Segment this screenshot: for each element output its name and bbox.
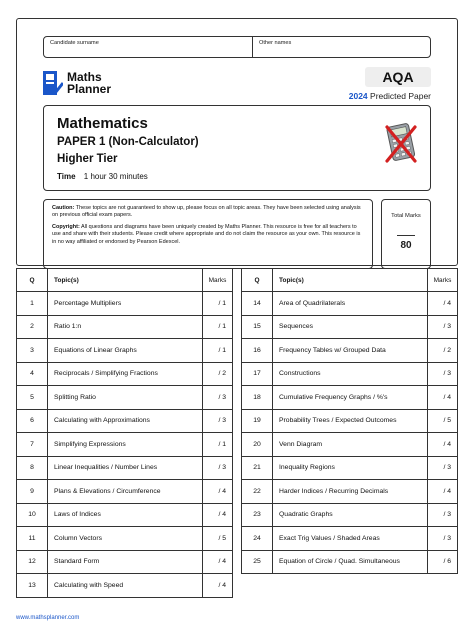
topic-name: Linear Inequalities / Number Lines xyxy=(48,456,203,480)
marks-value: / 4 xyxy=(428,433,458,457)
time-label: Time xyxy=(57,172,76,181)
question-number: 13 xyxy=(17,574,48,598)
question-number: 12 xyxy=(17,550,48,574)
topic-name: Calculating with Approximations xyxy=(48,409,203,433)
question-number: 23 xyxy=(242,503,273,527)
topic-name: Cumulative Frequency Graphs / %'s xyxy=(273,386,428,410)
table-row xyxy=(17,362,233,386)
marks-value: / 2 xyxy=(203,362,233,386)
topic-name: Quadratic Graphs xyxy=(273,503,428,527)
topics-table-right xyxy=(241,268,458,574)
predicted-label: Predicted Paper xyxy=(370,91,431,101)
marks-value: / 3 xyxy=(428,503,458,527)
subject-title: Mathematics xyxy=(57,115,148,132)
marks-value: / 3 xyxy=(428,315,458,339)
topic-name: Reciprocals / Simplifying Fractions xyxy=(48,362,203,386)
total-marks-box xyxy=(381,199,431,269)
table-row xyxy=(17,456,233,480)
question-number: 8 xyxy=(17,456,48,480)
topic-name: Column Vectors xyxy=(48,527,203,551)
table-row xyxy=(242,527,458,551)
marks-value: / 3 xyxy=(428,527,458,551)
marks-value: / 3 xyxy=(428,456,458,480)
marks-value: / 3 xyxy=(203,409,233,433)
topic-name: Venn Diagram xyxy=(273,433,428,457)
table-row xyxy=(17,409,233,433)
table-header-row xyxy=(242,269,458,292)
topic-name: Laws of Indices xyxy=(48,503,203,527)
topic-name: Sequences xyxy=(273,315,428,339)
topic-name: Calculating with Speed xyxy=(48,574,203,598)
topic-name: Percentage Multipliers xyxy=(48,292,203,316)
table-row xyxy=(17,386,233,410)
total-marks-value: 80 xyxy=(400,240,412,251)
marks-value: / 4 xyxy=(428,480,458,504)
other-names-field[interactable]: Other names xyxy=(259,40,292,46)
logo-line-2: Planner xyxy=(67,82,112,96)
table-row xyxy=(17,433,233,457)
question-number: 11 xyxy=(17,527,48,551)
question-number: 19 xyxy=(242,409,273,433)
question-number: 24 xyxy=(242,527,273,551)
topic-header: Topic(s) xyxy=(48,269,203,292)
table-row xyxy=(242,433,458,457)
maths-planner-logo xyxy=(43,71,111,95)
topic-name: Probability Trees / Expected Outcomes xyxy=(273,409,428,433)
notice-box xyxy=(43,199,373,269)
predicted-paper-label xyxy=(349,91,431,101)
cover-page xyxy=(16,18,458,266)
table-row xyxy=(242,550,458,574)
copyright-notice: Copyright: All questions and diagrams have been uniquely created by Maths Planner. This resource is free for all teachers to use and share with their students. Please credit where appropriate and do not claim the resource as your own. This resource is in no way affiliated or endorsed by Pearson Edexcel. xyxy=(52,223,361,245)
question-number: 22 xyxy=(242,480,273,504)
q-header: Q xyxy=(242,269,273,292)
question-number: 20 xyxy=(242,433,273,457)
table-row xyxy=(242,503,458,527)
marks-header: Marks xyxy=(203,269,233,292)
table-row xyxy=(242,315,458,339)
marks-value: / 1 xyxy=(203,292,233,316)
topic-header: Topic(s) xyxy=(273,269,428,292)
q-header: Q xyxy=(17,269,48,292)
footer-url[interactable]: www.mathsplanner.com xyxy=(16,615,80,621)
question-number: 4 xyxy=(17,362,48,386)
marks-value: / 4 xyxy=(428,292,458,316)
time-allowed xyxy=(57,172,148,181)
question-number: 1 xyxy=(17,292,48,316)
crossed-out-calculator-icon xyxy=(384,121,418,165)
table-row xyxy=(17,527,233,551)
marks-value: / 2 xyxy=(428,339,458,363)
topic-name: Exact Trig Values / Shaded Areas xyxy=(273,527,428,551)
question-number: 14 xyxy=(242,292,273,316)
marks-value: / 5 xyxy=(203,527,233,551)
marks-value: / 3 xyxy=(428,362,458,386)
table-row xyxy=(17,315,233,339)
topic-name: Simplifying Expressions xyxy=(48,433,203,457)
maths-planner-logo-icon xyxy=(43,71,63,95)
table-row xyxy=(242,480,458,504)
paper-info-box xyxy=(43,105,431,191)
table-row xyxy=(242,362,458,386)
marks-value: / 3 xyxy=(203,456,233,480)
table-row xyxy=(242,409,458,433)
marks-value: / 4 xyxy=(428,386,458,410)
marks-header: Marks xyxy=(428,269,458,292)
topic-name: Standard Form xyxy=(48,550,203,574)
topic-name: Area of Quadrilaterals xyxy=(273,292,428,316)
topic-name: Plans & Elevations / Circumference xyxy=(48,480,203,504)
marks-value: / 1 xyxy=(203,315,233,339)
candidate-surname-field[interactable]: Candidate surname xyxy=(44,37,253,57)
question-number: 3 xyxy=(17,339,48,363)
marks-value: / 4 xyxy=(203,574,233,598)
question-number: 18 xyxy=(242,386,273,410)
question-number: 15 xyxy=(242,315,273,339)
question-number: 7 xyxy=(17,433,48,457)
predicted-year: 2024 xyxy=(348,91,368,101)
topic-name: Equations of Linear Graphs xyxy=(48,339,203,363)
topic-name: Frequency Tables w/ Grouped Data xyxy=(273,339,428,363)
total-marks-label: Total Marks xyxy=(391,213,421,219)
question-number: 17 xyxy=(242,362,273,386)
table-header-row xyxy=(17,269,233,292)
marks-value: / 4 xyxy=(203,480,233,504)
question-number: 6 xyxy=(17,409,48,433)
marks-value: / 1 xyxy=(203,339,233,363)
topic-name: Splitting Ratio xyxy=(48,386,203,410)
question-number: 21 xyxy=(242,456,273,480)
table-row xyxy=(17,480,233,504)
table-row xyxy=(17,574,233,598)
table-row xyxy=(17,339,233,363)
tier-title: Higher Tier xyxy=(57,153,118,165)
table-row xyxy=(242,386,458,410)
total-marks-divider xyxy=(397,235,415,236)
topic-name: Ratio 1:n xyxy=(48,315,203,339)
question-number: 16 xyxy=(242,339,273,363)
table-row xyxy=(17,550,233,574)
candidate-name-box xyxy=(43,36,431,58)
table-row xyxy=(242,292,458,316)
question-number: 10 xyxy=(17,503,48,527)
marks-value: / 1 xyxy=(203,433,233,457)
caution-notice: Caution: These topics are not guaranteed to show up, please focus on all topic areas. They have been selected using analysis on previous official exam papers. xyxy=(52,205,361,219)
topic-name: Inequality Regions xyxy=(273,456,428,480)
table-row xyxy=(17,503,233,527)
marks-value: / 5 xyxy=(428,409,458,433)
marks-value: / 3 xyxy=(203,386,233,410)
marks-value: / 4 xyxy=(203,503,233,527)
topic-name: Constructions xyxy=(273,362,428,386)
question-number: 9 xyxy=(17,480,48,504)
marks-value: / 4 xyxy=(203,550,233,574)
paper-title: PAPER 1 (Non-Calculator) xyxy=(57,136,199,148)
question-number: 2 xyxy=(17,315,48,339)
table-row xyxy=(17,292,233,316)
question-number: 5 xyxy=(17,386,48,410)
topic-name: Equation of Circle / Quad. Simultaneous xyxy=(273,550,428,574)
table-row xyxy=(242,456,458,480)
topics-table-left xyxy=(16,268,233,598)
logo-line-1: Maths xyxy=(67,70,102,84)
exam-board-badge: AQA xyxy=(365,67,431,87)
time-value: 1 hour 30 minutes xyxy=(83,172,148,181)
table-row xyxy=(242,339,458,363)
question-number: 25 xyxy=(242,550,273,574)
marks-value: / 6 xyxy=(428,550,458,574)
topic-name: Harder Indices / Recurring Decimals xyxy=(273,480,428,504)
